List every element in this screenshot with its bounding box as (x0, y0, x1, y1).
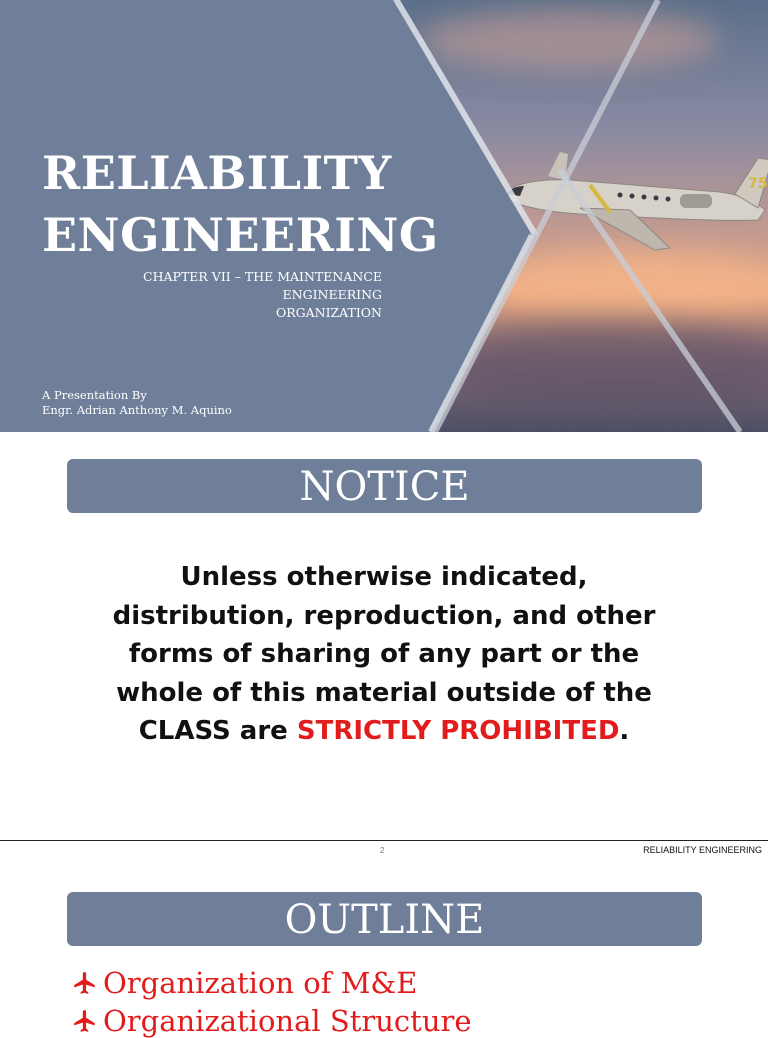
notice-heading: NOTICE (67, 459, 702, 513)
airplane-icon (72, 1008, 98, 1034)
title-line-1: RELIABILITY (42, 146, 392, 200)
title-slide (0, 0, 768, 432)
outline-item-label: Organizational Structure (103, 1004, 472, 1038)
notice-line-1: Unless otherwise indicated, (180, 562, 588, 592)
outline-item (72, 1004, 472, 1038)
notice-line-5 (60, 712, 708, 751)
svg-text:75: 75 (748, 176, 768, 192)
notice-line-5-prefix: CLASS are (138, 716, 297, 746)
slide-divider (0, 840, 768, 841)
notice-line-4: whole of this material outside of the (116, 677, 652, 708)
notice-body (60, 558, 708, 751)
footer-doc-title: RELIABILITY ENGINEERING (643, 845, 762, 855)
title-line-2: ENGINEERING (42, 208, 439, 262)
presenter-name: Engr. Adrian Anthony M. Aquino (42, 403, 232, 417)
notice-slide (0, 432, 768, 842)
notice-line-5-suffix: . (619, 716, 630, 746)
page-number: 2 (380, 846, 385, 855)
outline-item (72, 966, 417, 1000)
subtitle-line-1: CHAPTER VII – THE MAINTENANCE ENGINEERING (143, 269, 382, 302)
subtitle-line-2: ORGANIZATION (275, 305, 382, 320)
notice-line-3: forms of sharing of any part or the (128, 639, 640, 669)
prohibited-emphasis: STRICTLY PROHIBITED (296, 716, 620, 746)
outline-heading: OUTLINE (67, 892, 702, 946)
airplane-icon (72, 970, 98, 996)
outline-item-label: Organization of M&E (103, 966, 418, 1000)
notice-line-2: distribution, reproduction, and other (112, 600, 656, 631)
presenter-label: A Presentation By (42, 388, 147, 402)
presenter-credit (42, 388, 232, 418)
subtitle (60, 268, 382, 322)
